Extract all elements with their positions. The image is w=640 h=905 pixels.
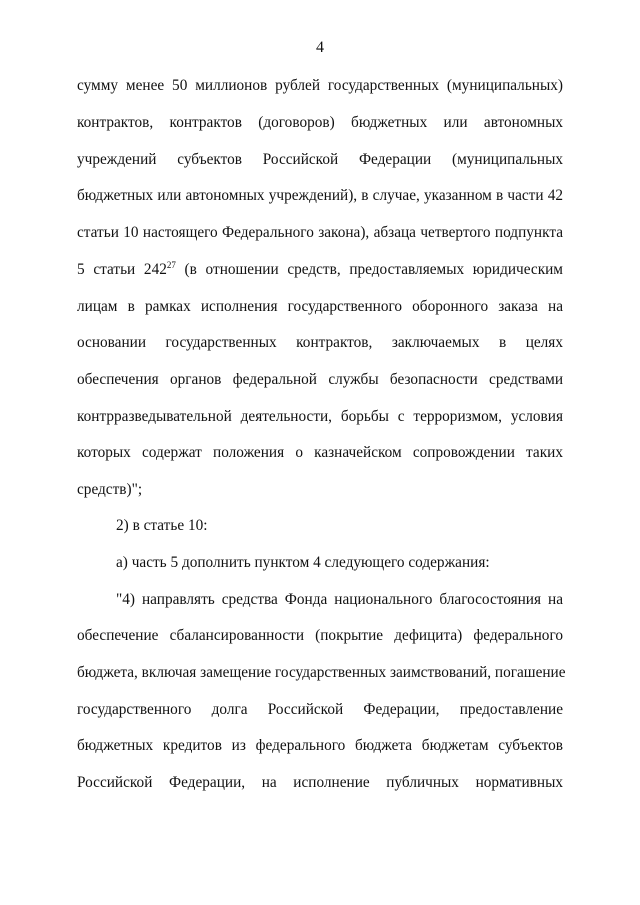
text-before-sup: 5 статьи 242 — [77, 261, 167, 278]
text-line: контрактов, контрактов (договоров) бюджетных или автономных — [77, 114, 563, 131]
text-line-with-superscript — [77, 260, 563, 280]
text-line: статьи 10 настоящего Федерального закона), абзаца четвертого подпункта — [77, 224, 563, 241]
text-line: бюджетных кредитов из федерального бюджета бюджетам субъектов — [77, 737, 563, 754]
text-line: бюджетных или автономных учреждений), в случае, указанном в части 42 — [77, 187, 563, 204]
text-line: которых содержат положения о казначейском сопровождении таких — [77, 444, 563, 461]
text-line: Российской Федерации, на исполнение публичных нормативных — [77, 774, 563, 791]
text-line: сумму менее 50 миллионов рублей государственных (муниципальных) — [77, 77, 563, 94]
text-line: государственного долга Российской Федерации, предоставление — [77, 701, 563, 718]
paragraph-start: "4) направлять средства Фонда национального благосостояния на — [116, 591, 563, 608]
text-line: обеспечения органов федеральной службы безопасности средствами — [77, 371, 563, 388]
superscript: 27 — [166, 260, 176, 270]
text-line: контрразведывательной деятельности, борьбы с терроризмом, условия — [77, 408, 563, 425]
paragraph-start: 2) в статье 10: — [116, 517, 208, 534]
paragraph-start: а) часть 5 дополнить пунктом 4 следующего содержания: — [116, 554, 490, 571]
page-number: 4 — [316, 39, 324, 56]
text-line: обеспечение сбалансированности (покрытие дефицита) федерального — [77, 627, 563, 644]
text-line: лицам в рамках исполнения государственного оборонного заказа на — [77, 298, 563, 315]
text-after-sup: (в отношении средств, предоставляемых юридическим — [175, 261, 563, 278]
text-line: средств)"; — [77, 481, 143, 498]
text-line: основании государственных контрактов, заключаемых в целях — [77, 334, 563, 351]
text-line: бюджета, включая замещение государственных заимствований, погашение — [77, 664, 566, 681]
text-line: учреждений субъектов Российской Федерации (муниципальных — [77, 151, 563, 168]
